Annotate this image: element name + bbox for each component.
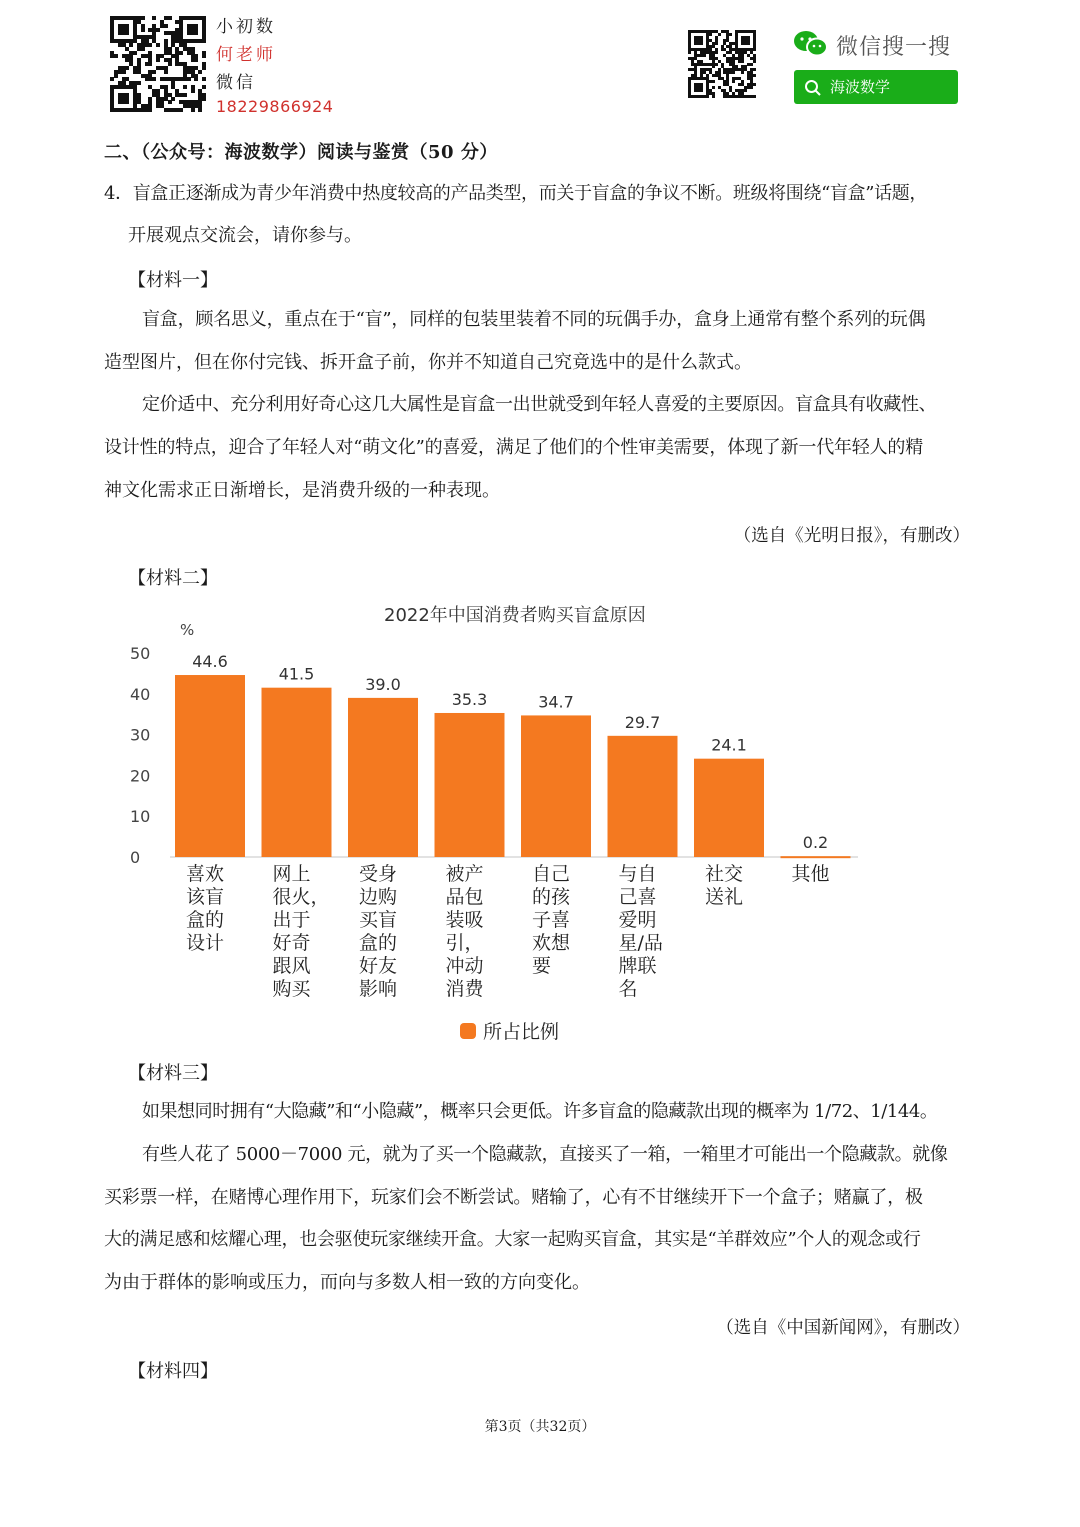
x-category-label: 跟风 [272, 955, 311, 977]
qr-module [712, 95, 715, 98]
qr-module [148, 43, 152, 47]
x-category-label: 自己 [532, 863, 571, 885]
bar [521, 715, 591, 857]
material1-source: （选自《光明日报》，有删改） [733, 526, 970, 546]
x-category-label: 要 [532, 955, 552, 977]
qr-module [688, 51, 691, 54]
qr-module [148, 108, 152, 112]
x-category-label: 好友 [359, 955, 398, 977]
header-caption-2: 何老师 [216, 45, 276, 65]
qr-module [152, 70, 156, 74]
qr-module [712, 80, 715, 83]
qr-code-left [110, 16, 206, 112]
x-category-label: 的孩 [532, 886, 571, 908]
qr-module [191, 89, 195, 93]
qr-module [164, 24, 168, 28]
qr-module [202, 39, 206, 43]
qr-module [114, 54, 118, 58]
bar [348, 698, 418, 857]
x-category-label: 出于 [272, 909, 311, 931]
x-category-label: 名 [618, 978, 638, 1000]
material1-line-2: 造型图片，但在你付完钱、拆开盒子前，你并不知道自己究竟选中的是什么款式。 [104, 352, 752, 373]
bar [694, 759, 764, 857]
qr-module [114, 74, 118, 78]
x-category-label: 喜欢 [186, 863, 225, 885]
chart-title: 2022年中国消费者购买盲盒原因 [384, 605, 646, 626]
qr-module [125, 31, 129, 35]
x-category-label: 购买 [272, 978, 311, 1000]
x-category-label: 买盲 [359, 909, 398, 931]
qr-module [125, 66, 129, 70]
material3-source: （选自《中国新闻网》，有删改） [716, 1318, 970, 1338]
y-tick-label: 30 [130, 725, 151, 745]
qr-module [194, 77, 198, 81]
material3-line-2: 有些人花了 5000－7000 元，就为了买一个隐藏款，直接买了一箱，一箱里才可能出一个隐藏款。就像 [142, 1144, 948, 1165]
x-category-label: 冲动 [445, 955, 484, 977]
bar-value-label: 44.6 [192, 652, 228, 672]
qr-module [168, 62, 172, 66]
qr-module [168, 16, 172, 20]
qr-module [700, 89, 703, 92]
qr-module [753, 60, 756, 63]
material3-line-3: 买彩票一样，在赌博心理作用下，玩家们会不断尝试。赌输了，心有不甘继续开下一个盒子；赌赢了，极 [104, 1187, 923, 1208]
qr-module [715, 63, 718, 66]
x-category-label: 边购 [359, 886, 398, 908]
qr-module [732, 80, 735, 83]
x-category-label: 网上 [272, 863, 311, 885]
wechat-search-title: 微信搜一搜 [836, 35, 952, 60]
qr-module [164, 70, 168, 74]
qr-module [753, 95, 756, 98]
qr-module [709, 33, 712, 36]
qr-module [152, 16, 156, 20]
x-category-label: 其他 [791, 863, 830, 885]
qr-module [753, 74, 756, 77]
search-icon [804, 79, 822, 97]
qr-module [141, 28, 145, 32]
y-tick-label: 40 [130, 684, 151, 704]
y-tick-label: 50 [130, 644, 151, 663]
qr-module [187, 77, 191, 81]
qr-module [715, 51, 718, 54]
qr-module [168, 100, 172, 104]
qr-module [179, 51, 183, 55]
qr-module [750, 86, 753, 89]
material1-line-5: 神文化需求正日渐增长，是消费升级的一种表现。 [104, 480, 500, 501]
qr-module [125, 100, 129, 104]
qr-module [183, 93, 187, 97]
x-category-label: 很火， [272, 886, 330, 908]
x-category-label: 子喜 [532, 909, 571, 931]
search-button-label: 海波数学 [830, 78, 891, 96]
qr-module [156, 43, 160, 47]
qr-module [152, 77, 156, 81]
qr-module [122, 70, 126, 74]
qr-module [191, 108, 195, 112]
material3-line-5: 为由于群体的影响或压力，而向与多数人相一致的方向变化。 [104, 1272, 590, 1293]
qr-module [744, 89, 747, 92]
qr-module [753, 83, 756, 86]
material3-line-4: 大的满足感和炫耀心理，也会驱使玩家继续开盒。大家一起购买盲盒，其实是“羊群效应”个人的观念或行 [104, 1229, 921, 1250]
wechat-search-button[interactable] [794, 70, 958, 104]
x-category-label: 该盲 [186, 886, 225, 908]
bar-value-label: 0.2 [802, 833, 829, 853]
qr-module [133, 51, 137, 55]
x-category-label: 己喜 [618, 886, 657, 908]
qr-module [712, 65, 715, 68]
x-category-label: 盒的 [186, 909, 225, 931]
question-line-1: 4．盲盒正逐渐成为青少年消费中热度较高的产品类型，而关于盲盒的争议不断。班级将围绕“盲盒”话题， [104, 183, 928, 204]
section-title: 二、（公众号：海波数学）阅读与鉴赏（50 分） [104, 142, 498, 163]
bar-chart [110, 595, 890, 1055]
material3-label: 【材料三】 [128, 1063, 218, 1084]
qr-module [202, 77, 206, 81]
bar-value-label: 24.1 [711, 735, 747, 755]
qr-module [741, 71, 744, 74]
bar-value-label: 34.7 [538, 692, 574, 712]
x-category-label: 被产 [445, 863, 484, 885]
qr-module [202, 66, 206, 70]
wechat-icon [793, 30, 829, 58]
header-caption-1: 小初数 [216, 17, 276, 37]
qr-module [202, 54, 206, 58]
x-category-label: 社交 [705, 863, 744, 885]
header-phone: 18229866924 [216, 97, 334, 116]
x-category-label: 受身 [359, 863, 398, 885]
qr-module [198, 108, 202, 112]
bar [175, 675, 245, 857]
material1-line-3: 定价适中、充分利用好奇心这几大属性是盲盒一出世就受到年轻人喜爱的主要原因。盲盒具有收藏性、 [142, 394, 937, 415]
x-category-label: 与自 [618, 863, 657, 885]
qr-module [202, 85, 206, 89]
bar [435, 713, 505, 857]
material1-line-1: 盲盒，顾名思义，重点在于“盲”，同样的包装里装着不同的玩偶手办，盒身上通常有整个系列的玩偶 [142, 309, 926, 330]
x-category-label: 影响 [359, 978, 398, 1000]
qr-module [194, 31, 198, 35]
qr-module [700, 42, 703, 45]
qr-module [171, 97, 175, 101]
qr-module [715, 42, 718, 45]
qr-module [179, 108, 183, 112]
bar [781, 856, 851, 858]
qr-module [198, 70, 202, 74]
material1-label: 【材料一】 [128, 270, 218, 291]
qr-module [148, 62, 152, 66]
qr-module [747, 42, 750, 45]
x-category-label: 消费 [445, 978, 484, 1000]
qr-code-right [688, 30, 756, 98]
x-category-label: 设计 [186, 932, 225, 954]
x-category-label: 品包 [445, 886, 484, 908]
qr-module [129, 43, 133, 47]
qr-module [753, 68, 756, 71]
bar [608, 736, 678, 857]
y-axis-unit: % [180, 621, 195, 639]
x-category-label: 盒的 [359, 932, 398, 954]
qr-module [703, 54, 706, 57]
x-category-label: 送礼 [705, 886, 744, 908]
legend-swatch [460, 1023, 476, 1039]
x-category-label: 欢想 [532, 932, 571, 954]
page-footer: 第3页（共32页） [484, 1419, 596, 1435]
material2-label: 【材料二】 [128, 568, 218, 589]
x-category-label: 装吸 [445, 909, 484, 931]
qr-module [718, 33, 721, 36]
x-category-label: 好奇 [272, 932, 311, 954]
bar-value-label: 29.7 [624, 712, 661, 732]
bar-value-label: 35.3 [451, 689, 488, 709]
material4-label: 【材料四】 [128, 1361, 218, 1382]
x-category-label: 爱明 [618, 909, 657, 931]
qr-module [156, 58, 160, 62]
bar [262, 688, 332, 857]
y-tick-label: 20 [130, 766, 151, 786]
qr-module [202, 97, 206, 101]
qr-module [183, 85, 187, 89]
y-tick-label: 0 [130, 848, 141, 867]
question-line-2: 开展观点交流会，请你参与。 [128, 225, 362, 246]
qr-module [194, 58, 198, 62]
qr-module [706, 95, 709, 98]
y-tick-label: 10 [130, 807, 151, 827]
qr-module [137, 81, 141, 85]
qr-module [729, 33, 732, 36]
qr-module [741, 60, 744, 63]
bar-value-label: 39.0 [365, 674, 401, 694]
qr-module [753, 48, 756, 51]
qr-module [110, 77, 114, 81]
qr-module [141, 47, 145, 51]
qr-module [712, 86, 715, 89]
qr-module [156, 28, 160, 32]
qr-module [141, 16, 145, 20]
x-category-label: 星/品 [618, 932, 663, 954]
bar-value-label: 41.5 [278, 664, 315, 684]
x-category-label: 引， [445, 932, 484, 954]
qr-module [732, 71, 735, 74]
header-caption-3: 微信 [216, 73, 256, 93]
material1-line-4: 设计性的特点，迎合了年轻人对“萌文化”的喜爱，满足了他们的个性审美需要，体现了新一代年轻人的精 [104, 437, 923, 458]
qr-module [750, 63, 753, 66]
material3-line-1: 如果想同时拥有“大隐藏”和“小隐藏”，概率只会更低。许多盲盒的隐藏款出现的概率为 1/72、1/144。 [142, 1101, 938, 1122]
legend-label: 所占比例 [483, 1021, 560, 1043]
x-category-label: 牌联 [618, 955, 657, 977]
